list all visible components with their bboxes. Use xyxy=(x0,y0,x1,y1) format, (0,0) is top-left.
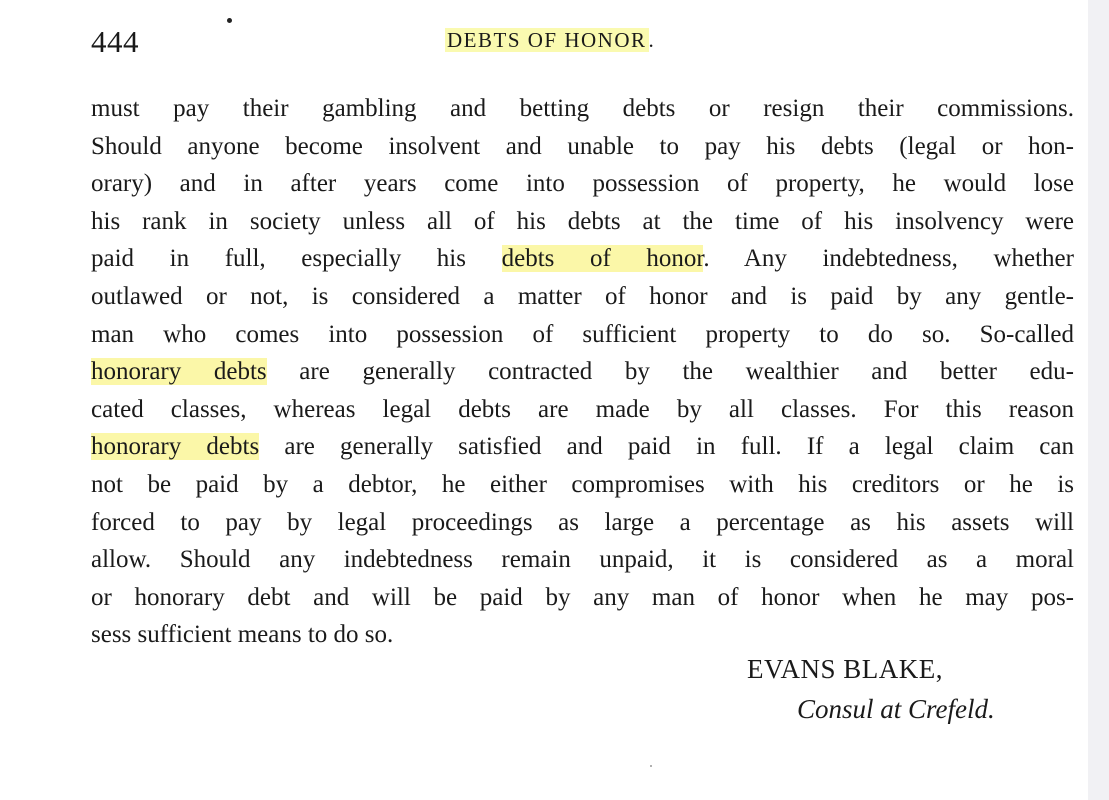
search-highlight: debts of honor xyxy=(501,245,704,273)
text-run: are generally contracted by the wealthier and better edu- xyxy=(266,358,1074,386)
text-line xyxy=(91,353,1074,391)
text-line xyxy=(91,278,1074,316)
text-run: are generally satisfied and paid in full. If a legal claim can xyxy=(259,433,1074,461)
text-run: forced to pay by legal proceedings as large a percentage as his assets will xyxy=(91,508,1074,536)
search-highlight: honorary debts xyxy=(91,433,260,461)
page-number: 444 xyxy=(91,24,139,59)
running-title-highlight: DEBTS OF HONOR xyxy=(447,28,647,52)
text-line xyxy=(91,90,1074,128)
text-run: allow. Should any indebtedness remain unpaid, it is considered as a moral xyxy=(91,546,1074,574)
text-run: Should anyone become insolvent and unable to pay his debts (legal or hon- xyxy=(91,132,1074,160)
text-line xyxy=(91,240,1074,278)
signature-title: Consul at Crefeld. xyxy=(797,694,995,724)
text-run: paid in full, especially his xyxy=(91,245,502,273)
text-line xyxy=(91,504,1074,542)
running-title-period: . xyxy=(648,28,656,52)
text-run: . Any indebtedness, whether xyxy=(703,245,1074,273)
search-highlight: honorary debts xyxy=(91,358,267,386)
text-run: must pay their gambling and betting debts or resign their commissions. xyxy=(91,95,1074,122)
text-run: or honorary debt and will be paid by any man of honor when he may pos- xyxy=(91,583,1074,611)
text-line xyxy=(91,466,1074,504)
text-run: cated classes, whereas legal debts are made by all classes. For this reason xyxy=(91,395,1074,423)
print-speck xyxy=(650,765,652,767)
text-line xyxy=(91,579,1074,617)
text-line xyxy=(91,428,1074,466)
vertical-scrollbar[interactable] xyxy=(1088,0,1109,800)
text-run: sess sufficient means to do so. xyxy=(91,621,394,649)
text-run: not be paid by a debtor, he either compromises with his creditors or he is xyxy=(91,470,1074,498)
body-text xyxy=(91,90,1074,654)
text-run: his rank in society unless all of his debts at the time of his insolvency were xyxy=(91,207,1074,235)
text-run: orary) and in after years come into possession of property, he would lose xyxy=(91,170,1074,198)
text-line xyxy=(91,203,1074,241)
text-run: man who comes into possession of sufficient property to do so. So-called xyxy=(91,320,1074,348)
print-speck xyxy=(227,18,232,23)
text-line xyxy=(91,165,1074,203)
text-line xyxy=(91,616,1074,654)
text-run: outlawed or not, is considered a matter of honor and is paid by any gentle- xyxy=(91,282,1074,310)
signature-name: EVANS BLAKE, xyxy=(747,654,944,684)
text-line xyxy=(91,128,1074,166)
text-line xyxy=(91,316,1074,354)
text-line xyxy=(91,391,1074,429)
running-title xyxy=(445,28,655,53)
text-line xyxy=(91,541,1074,579)
